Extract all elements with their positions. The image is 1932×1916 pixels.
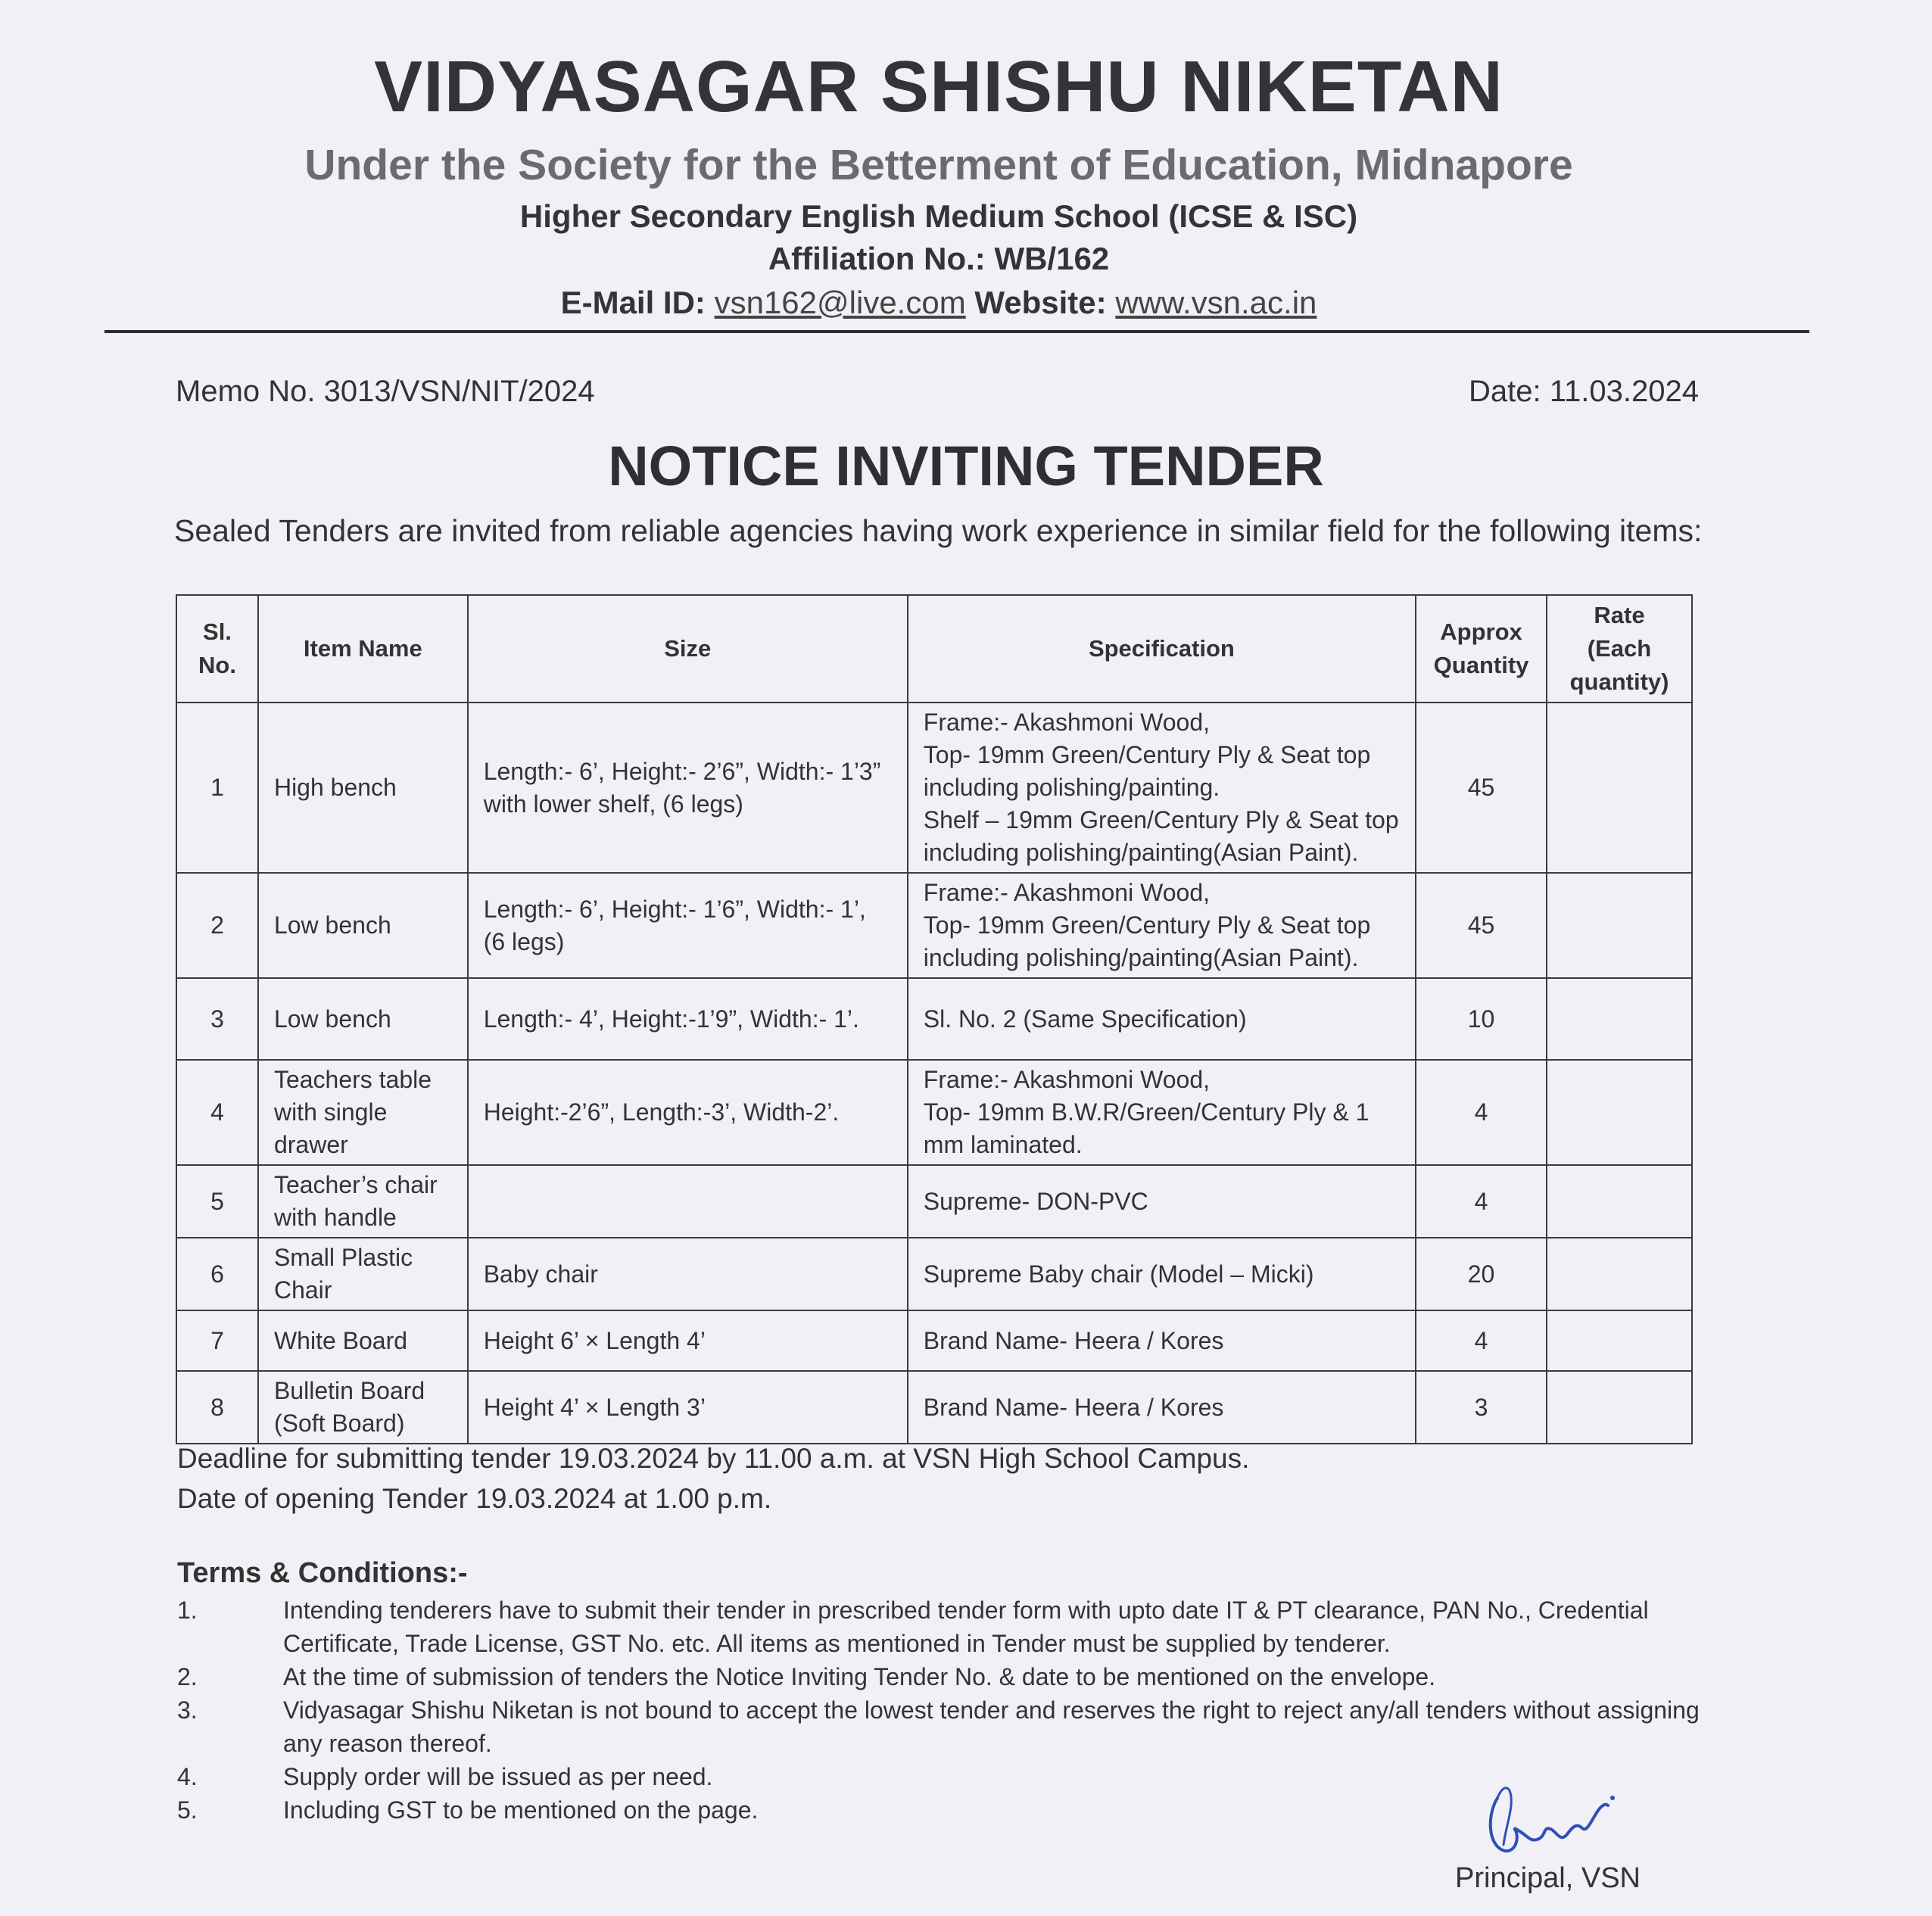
spec-line: Brand Name- Heera / Kores (923, 1393, 1224, 1421)
cell-item-name: Bulletin Board (Soft Board) (258, 1371, 468, 1444)
spec-line: Top- 19mm B.W.R/Green/Century Ply & 1 mm laminated. (923, 1098, 1370, 1158)
cell-specification (908, 1165, 1416, 1238)
notice-date: Date: 11.03.2024 (1469, 375, 1699, 408)
cell-size: Length:- 6’, Height:- 2’6”, Width:- 1’3” with lower shelf, (6 legs) (468, 703, 908, 873)
table-row (176, 1310, 1692, 1371)
email-label: E-Mail ID: (560, 285, 706, 320)
signatory-title: Principal, VSN (1455, 1862, 1641, 1894)
term-text: Vidyasagar Shishu Niketan is not bound to accept the lowest tender and reserves the right to reject any/all tenders without assigning any reason thereof. (283, 1696, 1700, 1757)
cell-specification (908, 873, 1416, 978)
cell-item-name: Small Plastic Chair (258, 1238, 468, 1310)
header-size: Size (468, 595, 908, 703)
spec-line: Frame:- Akashmoni Wood, (923, 1066, 1210, 1093)
table-row (176, 978, 1692, 1060)
cell-quantity: 4 (1416, 1310, 1547, 1371)
cell-specification (908, 703, 1416, 873)
submission-deadline: Deadline for submitting tender 19.03.2024 by 11.00 a.m. at VSN High School Campus. (177, 1443, 1250, 1474)
cell-sl-no: 1 (176, 703, 258, 873)
spec-line: Sl. No. 2 (Same Specification) (923, 1005, 1247, 1033)
cell-quantity: 4 (1416, 1060, 1547, 1165)
cell-specification (908, 1371, 1416, 1444)
website-label: Website: (974, 285, 1107, 320)
cell-item-name: Low bench (258, 978, 468, 1060)
cell-rate (1547, 1238, 1692, 1310)
header-quantity: Approx Quantity (1416, 595, 1547, 703)
school-type: Higher Secondary English Medium School (ICSE & ISC) (519, 198, 1358, 234)
cell-sl-no: 3 (176, 978, 258, 1060)
term-item (177, 1660, 1737, 1693)
cell-sl-no: 2 (176, 873, 258, 978)
cell-quantity: 10 (1416, 978, 1547, 1060)
cell-rate (1547, 1371, 1692, 1444)
table-row (176, 703, 1692, 873)
email-link[interactable]: vsn162@live.com (714, 285, 966, 320)
letterhead-divider (104, 330, 1809, 333)
cell-item-name: Teachers table with single drawer (258, 1060, 468, 1165)
cell-sl-no: 6 (176, 1238, 258, 1310)
cell-sl-no: 4 (176, 1060, 258, 1165)
table-row (176, 1238, 1692, 1310)
cell-size: Height:-2’6”, Length:-3’, Width-2’. (468, 1060, 908, 1165)
opening-date: Date of opening Tender 19.03.2024 at 1.00 p.m. (177, 1483, 772, 1514)
term-number: 4. (177, 1763, 198, 1790)
cell-size: Length:- 6’, Height:- 1’6”, Width:- 1’, (6 legs) (468, 873, 908, 978)
terms-heading: Terms & Conditions:- (177, 1557, 468, 1589)
cell-rate (1547, 873, 1692, 978)
cell-item-name: High bench (258, 703, 468, 873)
term-number: 5. (177, 1796, 198, 1824)
cell-rate (1547, 978, 1692, 1060)
term-item (177, 1693, 1737, 1760)
term-text: Supply order will be issued as per need. (283, 1763, 713, 1790)
cell-sl-no: 8 (176, 1371, 258, 1444)
cell-specification (908, 1238, 1416, 1310)
cell-size: Baby chair (468, 1238, 908, 1310)
memo-number: Memo No. 3013/VSN/NIT/2024 (176, 375, 595, 408)
table-row (176, 1165, 1692, 1238)
spec-line: Brand Name- Heera / Kores (923, 1326, 1224, 1354)
header-sl-no: Sl. No. (176, 595, 258, 703)
cell-quantity: 45 (1416, 703, 1547, 873)
spec-line: Supreme- DON-PVC (923, 1187, 1148, 1215)
principal-signature (1482, 1775, 1619, 1858)
cell-size: Height 6’ × Length 4’ (468, 1310, 908, 1371)
cell-quantity: 45 (1416, 873, 1547, 978)
cell-sl-no: 7 (176, 1310, 258, 1371)
table-row (176, 873, 1692, 978)
spec-line: Frame:- Akashmoni Wood, (923, 879, 1210, 906)
cell-quantity: 3 (1416, 1371, 1547, 1444)
spec-line: Top- 19mm Green/Century Ply & Seat top including polishing/painting(Asian Paint). (923, 911, 1371, 971)
cell-rate (1547, 1060, 1692, 1165)
cell-size: Length:- 4’, Height:-1’9”, Width:- 1’. (468, 978, 908, 1060)
table-row (176, 1371, 1692, 1444)
term-item (177, 1594, 1737, 1660)
website-link[interactable]: www.vsn.ac.in (1115, 285, 1317, 320)
cell-specification (908, 978, 1416, 1060)
deadline-block (177, 1438, 1249, 1519)
cell-quantity: 4 (1416, 1165, 1547, 1238)
table-row (176, 1060, 1692, 1165)
contact-line (0, 285, 1877, 321)
term-text: Including GST to be mentioned on the page. (283, 1796, 759, 1824)
cell-sl-no: 5 (176, 1165, 258, 1238)
spec-line: Top- 19mm Green/Century Ply & Seat top including polishing/painting. (923, 741, 1371, 801)
cell-item-name: White Board (258, 1310, 468, 1371)
society-line: Under the Society for the Betterment of Education, Midnapore (304, 141, 1573, 189)
tender-items-table (176, 594, 1693, 1444)
term-number: 2. (177, 1663, 198, 1690)
cell-quantity: 20 (1416, 1238, 1547, 1310)
cell-item-name: Teacher’s chair with handle (258, 1165, 468, 1238)
cell-rate (1547, 703, 1692, 873)
cell-size: Height 4’ × Length 3’ (468, 1371, 908, 1444)
cell-rate (1547, 1165, 1692, 1238)
term-number: 3. (177, 1696, 198, 1724)
cell-item-name: Low bench (258, 873, 468, 978)
term-text: At the time of submission of tenders the Notice Inviting Tender No. & date to be mentioned on the envelope. (283, 1663, 1436, 1690)
spec-line: Shelf – 19mm Green/Century Ply & Seat top including polishing/painting(Asian Paint). (923, 806, 1399, 866)
term-number: 1. (177, 1597, 198, 1624)
spec-line: Supreme Baby chair (Model – Micki) (923, 1260, 1314, 1288)
table-header-row (176, 595, 1692, 703)
cell-size (468, 1165, 908, 1238)
cell-specification (908, 1310, 1416, 1371)
page-title: NOTICE INVITING TENDER (608, 435, 1324, 497)
affiliation: Affiliation No.: WB/162 (768, 241, 1110, 276)
intro-text: Sealed Tenders are invited from reliable agencies having work experience in similar field for the following items: (174, 513, 1703, 548)
school-name: VIDYASAGAR SHISHU NIKETAN (374, 46, 1504, 127)
header-specification: Specification (908, 595, 1416, 703)
spec-line: Frame:- Akashmoni Wood, (923, 709, 1210, 736)
header-item-name: Item Name (258, 595, 468, 703)
term-text: Intending tenderers have to submit their tender in prescribed tender form with upto date IT & PT clearance, PAN No., Credential Certificate, Trade License, GST No. etc. All items as mentioned in Tender must be supplied by tenderer. (283, 1597, 1649, 1657)
cell-rate (1547, 1310, 1692, 1371)
cell-specification (908, 1060, 1416, 1165)
header-rate: Rate (Each quantity) (1547, 595, 1692, 703)
